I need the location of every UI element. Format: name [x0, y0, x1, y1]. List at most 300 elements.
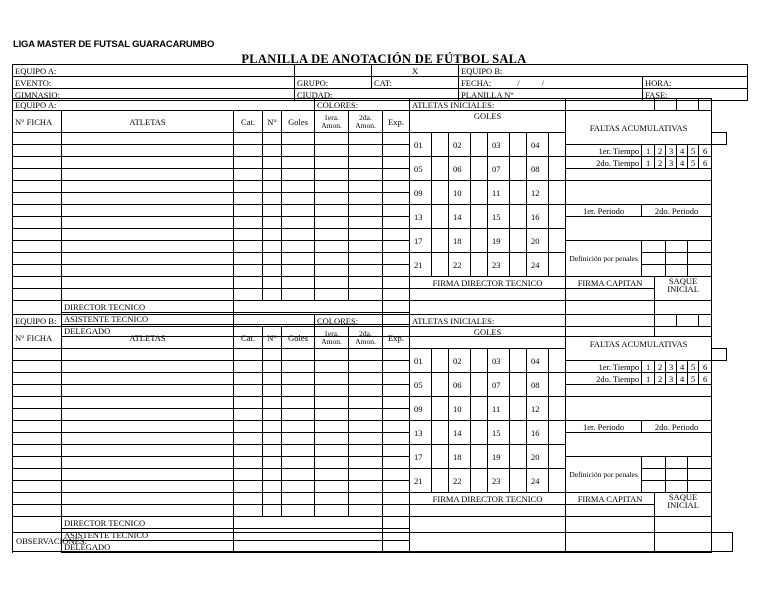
athlete-cell[interactable] [383, 445, 410, 457]
athlete-cell[interactable] [234, 145, 263, 157]
athlete-cell[interactable] [263, 397, 282, 409]
athlete-cell[interactable] [349, 409, 383, 421]
goal-entry[interactable] [510, 253, 527, 277]
athlete-cell[interactable] [349, 445, 383, 457]
athlete-cell[interactable] [234, 457, 263, 469]
athlete-cell[interactable] [263, 385, 282, 397]
athlete-cell[interactable] [383, 289, 410, 301]
athlete-cell[interactable] [282, 229, 315, 241]
goal-entry[interactable] [432, 253, 449, 277]
athlete-cell[interactable] [13, 193, 62, 205]
athlete-cell[interactable] [315, 277, 349, 289]
foul-box[interactable]: 5 [688, 361, 699, 373]
penal-box[interactable] [642, 481, 666, 493]
athlete-cell[interactable] [263, 421, 282, 433]
athlete-cell[interactable] [349, 397, 383, 409]
athlete-cell[interactable] [234, 229, 263, 241]
athlete-cell[interactable] [315, 169, 349, 181]
athlete-cell[interactable] [234, 361, 263, 373]
athlete-cell[interactable] [13, 229, 62, 241]
fase-field[interactable]: FASE: [643, 89, 748, 101]
athlete-cell[interactable] [13, 253, 62, 265]
goal-entry[interactable] [549, 469, 566, 493]
foul-box[interactable]: 4 [677, 157, 688, 169]
athlete-cell[interactable] [263, 241, 282, 253]
athlete-cell[interactable] [62, 169, 234, 181]
athlete-cell[interactable] [349, 241, 383, 253]
goal-entry[interactable] [549, 157, 566, 181]
athlete-cell[interactable] [13, 421, 62, 433]
goal-entry[interactable] [432, 133, 449, 157]
athlete-cell[interactable] [13, 433, 62, 445]
athlete-cell[interactable] [62, 469, 234, 481]
goal-entry[interactable] [432, 469, 449, 493]
athlete-cell[interactable] [349, 457, 383, 469]
grupo-field[interactable]: GRUPO: [295, 77, 372, 89]
athlete-cell[interactable] [263, 265, 282, 277]
athlete-cell[interactable] [349, 493, 383, 505]
athlete-cell[interactable] [263, 169, 282, 181]
athlete-cell[interactable] [263, 133, 282, 145]
goal-entry[interactable] [471, 421, 488, 445]
athlete-cell[interactable] [349, 229, 383, 241]
athlete-cell[interactable] [13, 505, 62, 517]
goal-entry[interactable] [549, 421, 566, 445]
athlete-cell[interactable] [263, 229, 282, 241]
athlete-cell[interactable] [234, 169, 263, 181]
athlete-cell[interactable] [282, 157, 315, 169]
goal-entry[interactable] [471, 373, 488, 397]
athlete-cell[interactable] [62, 229, 234, 241]
penal-box[interactable] [642, 241, 666, 253]
equipo-b-field[interactable]: EQUIPO B: [459, 65, 748, 77]
athlete-cell[interactable] [282, 397, 315, 409]
penal-box[interactable] [688, 241, 712, 253]
athlete-cell[interactable] [349, 469, 383, 481]
athlete-cell[interactable] [282, 385, 315, 397]
athlete-cell[interactable] [315, 181, 349, 193]
foul-box[interactable]: 5 [688, 157, 699, 169]
athlete-cell[interactable] [62, 409, 234, 421]
athlete-cell[interactable] [13, 373, 62, 385]
foul-box[interactable]: 3 [666, 361, 677, 373]
athlete-cell[interactable] [234, 253, 263, 265]
athlete-cell[interactable] [282, 421, 315, 433]
team-name-field[interactable]: EQUIPO B: [13, 315, 315, 327]
athlete-cell[interactable] [13, 385, 62, 397]
athlete-cell[interactable] [315, 457, 349, 469]
athlete-cell[interactable] [13, 289, 62, 301]
athlete-cell[interactable] [383, 349, 410, 361]
goal-entry[interactable] [471, 229, 488, 253]
goal-entry[interactable] [549, 397, 566, 421]
athlete-cell[interactable] [315, 265, 349, 277]
foul-box[interactable]: 4 [677, 145, 688, 157]
penal-box[interactable] [688, 469, 712, 481]
foul-box[interactable]: 2 [655, 373, 666, 385]
athlete-cell[interactable] [349, 277, 383, 289]
fecha-field[interactable]: FECHA: / / [459, 77, 643, 89]
athlete-cell[interactable] [13, 205, 62, 217]
athlete-cell[interactable] [383, 397, 410, 409]
athlete-cell[interactable] [383, 421, 410, 433]
athlete-cell[interactable] [315, 469, 349, 481]
athlete-cell[interactable] [234, 265, 263, 277]
athlete-cell[interactable] [383, 457, 410, 469]
athlete-cell[interactable] [383, 481, 410, 493]
athlete-cell[interactable] [282, 217, 315, 229]
athlete-cell[interactable] [263, 349, 282, 361]
foul-box[interactable]: 3 [666, 373, 677, 385]
athlete-cell[interactable] [62, 277, 234, 289]
planilla-field[interactable]: PLANILLA N° [459, 89, 643, 101]
athlete-cell[interactable] [315, 217, 349, 229]
athlete-cell[interactable] [383, 217, 410, 229]
athlete-cell[interactable] [13, 349, 62, 361]
penal-box[interactable] [642, 253, 666, 265]
penal-box[interactable] [688, 481, 712, 493]
athlete-cell[interactable] [13, 169, 62, 181]
athlete-cell[interactable] [13, 481, 62, 493]
athlete-cell[interactable] [315, 349, 349, 361]
athlete-cell[interactable] [62, 505, 234, 517]
observaciones-field[interactable]: OBSERVACIONES: [12, 532, 733, 552]
athlete-cell[interactable] [263, 409, 282, 421]
goal-entry[interactable] [549, 205, 566, 229]
athlete-cell[interactable] [13, 265, 62, 277]
athlete-cell[interactable] [263, 145, 282, 157]
cat-field[interactable]: CAT: [372, 77, 459, 89]
goal-entry[interactable] [432, 445, 449, 469]
athlete-cell[interactable] [234, 277, 263, 289]
athlete-cell[interactable] [315, 157, 349, 169]
athlete-cell[interactable] [349, 157, 383, 169]
athlete-cell[interactable] [234, 481, 263, 493]
athlete-cell[interactable] [62, 385, 234, 397]
foul-box[interactable]: 2 [655, 145, 666, 157]
athlete-cell[interactable] [263, 493, 282, 505]
athlete-cell[interactable] [13, 445, 62, 457]
athlete-cell[interactable] [282, 493, 315, 505]
goal-entry[interactable] [510, 469, 527, 493]
athlete-cell[interactable] [383, 157, 410, 169]
athlete-cell[interactable] [315, 385, 349, 397]
goal-entry[interactable] [510, 157, 527, 181]
athlete-cell[interactable] [234, 397, 263, 409]
goal-entry[interactable] [549, 253, 566, 277]
goal-entry[interactable] [510, 349, 527, 373]
athlete-cell[interactable] [315, 409, 349, 421]
staff-name-field[interactable] [234, 301, 383, 313]
athlete-cell[interactable] [62, 349, 234, 361]
athlete-cell[interactable] [349, 181, 383, 193]
athlete-cell[interactable] [13, 409, 62, 421]
athlete-cell[interactable] [62, 193, 234, 205]
athlete-cell[interactable] [282, 133, 315, 145]
goal-entry[interactable] [549, 349, 566, 373]
athlete-cell[interactable] [263, 457, 282, 469]
athlete-cell[interactable] [383, 253, 410, 265]
goal-entry[interactable] [471, 133, 488, 157]
athlete-cell[interactable] [282, 373, 315, 385]
goal-entry[interactable] [510, 205, 527, 229]
goal-entry[interactable] [471, 349, 488, 373]
athlete-cell[interactable] [349, 361, 383, 373]
athlete-cell[interactable] [315, 397, 349, 409]
goal-entry[interactable] [510, 445, 527, 469]
athlete-cell[interactable] [234, 421, 263, 433]
goal-entry[interactable] [432, 349, 449, 373]
athlete-cell[interactable] [282, 469, 315, 481]
athlete-cell[interactable] [315, 445, 349, 457]
athlete-cell[interactable] [13, 145, 62, 157]
athlete-cell[interactable] [315, 229, 349, 241]
athlete-cell[interactable] [234, 433, 263, 445]
athlete-cell[interactable] [282, 433, 315, 445]
athlete-cell[interactable] [62, 217, 234, 229]
athlete-cell[interactable] [282, 181, 315, 193]
athlete-cell[interactable] [349, 205, 383, 217]
penal-box[interactable] [688, 457, 712, 469]
athlete-cell[interactable] [383, 265, 410, 277]
athlete-cell[interactable] [349, 169, 383, 181]
athlete-cell[interactable] [62, 253, 234, 265]
athlete-cell[interactable] [263, 505, 282, 517]
athlete-cell[interactable] [62, 445, 234, 457]
athlete-cell[interactable] [62, 205, 234, 217]
goal-entry[interactable] [471, 445, 488, 469]
goal-entry[interactable] [432, 397, 449, 421]
athlete-cell[interactable] [234, 181, 263, 193]
athlete-cell[interactable] [282, 457, 315, 469]
athlete-cell[interactable] [263, 373, 282, 385]
athlete-cell[interactable] [13, 133, 62, 145]
foul-box[interactable]: 4 [677, 373, 688, 385]
athlete-cell[interactable] [234, 469, 263, 481]
athlete-cell[interactable] [13, 493, 62, 505]
athlete-cell[interactable] [315, 253, 349, 265]
goal-entry[interactable] [471, 253, 488, 277]
goal-entry[interactable] [432, 205, 449, 229]
athlete-cell[interactable] [282, 277, 315, 289]
athlete-cell[interactable] [383, 493, 410, 505]
goal-entry[interactable] [432, 157, 449, 181]
athlete-cell[interactable] [234, 241, 263, 253]
athlete-cell[interactable] [315, 433, 349, 445]
penal-box[interactable] [688, 265, 712, 277]
athlete-cell[interactable] [263, 289, 282, 301]
athlete-cell[interactable] [282, 481, 315, 493]
athlete-cell[interactable] [349, 289, 383, 301]
goal-entry[interactable] [510, 421, 527, 445]
athlete-cell[interactable] [62, 145, 234, 157]
athlete-cell[interactable] [349, 265, 383, 277]
athlete-cell[interactable] [13, 241, 62, 253]
athlete-cell[interactable] [282, 349, 315, 361]
foul-box[interactable]: 3 [666, 145, 677, 157]
goal-entry[interactable] [510, 181, 527, 205]
athlete-cell[interactable] [263, 217, 282, 229]
athlete-cell[interactable] [349, 373, 383, 385]
colores-field[interactable]: COLORES: [315, 315, 410, 327]
athlete-cell[interactable] [383, 361, 410, 373]
athlete-cell[interactable] [383, 469, 410, 481]
foul-box[interactable]: 3 [666, 157, 677, 169]
staff-name-field[interactable] [234, 517, 383, 529]
athlete-cell[interactable] [315, 193, 349, 205]
athlete-cell[interactable] [62, 433, 234, 445]
athlete-cell[interactable] [383, 241, 410, 253]
goal-entry[interactable] [471, 469, 488, 493]
athlete-cell[interactable] [62, 289, 234, 301]
athlete-cell[interactable] [349, 349, 383, 361]
foul-box[interactable]: 6 [699, 373, 712, 385]
foul-box[interactable]: 5 [688, 145, 699, 157]
athlete-cell[interactable] [383, 373, 410, 385]
athlete-cell[interactable] [282, 241, 315, 253]
athlete-cell[interactable] [349, 421, 383, 433]
foul-box[interactable]: 6 [699, 145, 712, 157]
athlete-cell[interactable] [263, 157, 282, 169]
athlete-cell[interactable] [315, 289, 349, 301]
foul-box[interactable]: 6 [699, 361, 712, 373]
athlete-cell[interactable] [315, 133, 349, 145]
goal-entry[interactable] [432, 229, 449, 253]
athlete-cell[interactable] [13, 277, 62, 289]
athlete-cell[interactable] [62, 421, 234, 433]
equipo-a-field[interactable]: EQUIPO A: [13, 65, 295, 77]
goal-entry[interactable] [432, 421, 449, 445]
gimnasio-field[interactable]: GIMNASIO: [13, 89, 295, 101]
athlete-cell[interactable] [234, 445, 263, 457]
athlete-cell[interactable] [383, 145, 410, 157]
athlete-cell[interactable] [349, 217, 383, 229]
athlete-cell[interactable] [282, 145, 315, 157]
athlete-cell[interactable] [234, 409, 263, 421]
athlete-cell[interactable] [13, 361, 62, 373]
foul-box[interactable]: 2 [655, 157, 666, 169]
goal-entry[interactable] [549, 445, 566, 469]
athlete-cell[interactable] [234, 373, 263, 385]
athlete-cell[interactable] [263, 433, 282, 445]
athlete-cell[interactable] [282, 289, 315, 301]
penal-box[interactable] [666, 481, 688, 493]
athlete-cell[interactable] [263, 181, 282, 193]
athlete-cell[interactable] [263, 277, 282, 289]
athlete-cell[interactable] [13, 157, 62, 169]
athlete-cell[interactable] [315, 481, 349, 493]
athlete-cell[interactable] [62, 241, 234, 253]
goal-entry[interactable] [510, 133, 527, 157]
athlete-cell[interactable] [13, 397, 62, 409]
athlete-cell[interactable] [234, 205, 263, 217]
athlete-cell[interactable] [263, 253, 282, 265]
athlete-cell[interactable] [282, 409, 315, 421]
athlete-cell[interactable] [383, 229, 410, 241]
athlete-cell[interactable] [263, 445, 282, 457]
goal-entry[interactable] [510, 373, 527, 397]
athlete-cell[interactable] [62, 397, 234, 409]
penal-box[interactable] [688, 253, 712, 265]
athlete-cell[interactable] [234, 493, 263, 505]
athlete-cell[interactable] [349, 433, 383, 445]
athlete-cell[interactable] [349, 253, 383, 265]
athlete-cell[interactable] [282, 169, 315, 181]
athlete-cell[interactable] [349, 505, 383, 517]
athlete-cell[interactable] [62, 157, 234, 169]
foul-box[interactable]: 4 [677, 361, 688, 373]
athlete-cell[interactable] [315, 361, 349, 373]
penal-box[interactable] [666, 457, 688, 469]
athlete-cell[interactable] [282, 193, 315, 205]
athlete-cell[interactable] [234, 193, 263, 205]
colores-field[interactable]: COLORES: [315, 99, 410, 111]
goal-entry[interactable] [549, 373, 566, 397]
goal-entry[interactable] [471, 157, 488, 181]
athlete-cell[interactable] [62, 373, 234, 385]
athlete-cell[interactable] [349, 133, 383, 145]
athlete-cell[interactable] [234, 133, 263, 145]
athlete-cell[interactable] [263, 361, 282, 373]
athlete-cell[interactable] [315, 373, 349, 385]
athlete-cell[interactable] [234, 349, 263, 361]
athlete-cell[interactable] [13, 469, 62, 481]
athlete-cell[interactable] [383, 133, 410, 145]
athlete-cell[interactable] [263, 481, 282, 493]
goal-entry[interactable] [471, 205, 488, 229]
athlete-cell[interactable] [62, 457, 234, 469]
goal-entry[interactable] [471, 397, 488, 421]
goal-entry[interactable] [510, 397, 527, 421]
athlete-cell[interactable] [234, 217, 263, 229]
athlete-cell[interactable] [13, 181, 62, 193]
athlete-cell[interactable] [282, 253, 315, 265]
athlete-cell[interactable] [263, 193, 282, 205]
athlete-cell[interactable] [234, 289, 263, 301]
athlete-cell[interactable] [62, 133, 234, 145]
athlete-cell[interactable] [349, 385, 383, 397]
penal-box[interactable] [666, 241, 688, 253]
goal-entry[interactable] [432, 373, 449, 397]
foul-box[interactable]: 1 [642, 373, 655, 385]
athlete-cell[interactable] [315, 421, 349, 433]
athlete-cell[interactable] [349, 193, 383, 205]
penal-box[interactable] [642, 469, 666, 481]
goal-entry[interactable] [549, 133, 566, 157]
athlete-cell[interactable] [62, 265, 234, 277]
athlete-cell[interactable] [349, 481, 383, 493]
athlete-cell[interactable] [383, 433, 410, 445]
athlete-cell[interactable] [349, 145, 383, 157]
athlete-cell[interactable] [62, 181, 234, 193]
penal-box[interactable] [642, 265, 666, 277]
athlete-cell[interactable] [383, 409, 410, 421]
athlete-cell[interactable] [282, 505, 315, 517]
foul-box[interactable]: 1 [642, 145, 655, 157]
athlete-cell[interactable] [282, 265, 315, 277]
foul-box[interactable]: 5 [688, 373, 699, 385]
athlete-cell[interactable] [315, 145, 349, 157]
athlete-cell[interactable] [234, 505, 263, 517]
goal-entry[interactable] [549, 229, 566, 253]
foul-box[interactable]: 2 [655, 361, 666, 373]
athlete-cell[interactable] [62, 361, 234, 373]
athlete-cell[interactable] [62, 481, 234, 493]
athlete-cell[interactable] [315, 505, 349, 517]
foul-box[interactable]: 1 [642, 361, 655, 373]
athlete-cell[interactable] [315, 205, 349, 217]
athlete-cell[interactable] [282, 205, 315, 217]
